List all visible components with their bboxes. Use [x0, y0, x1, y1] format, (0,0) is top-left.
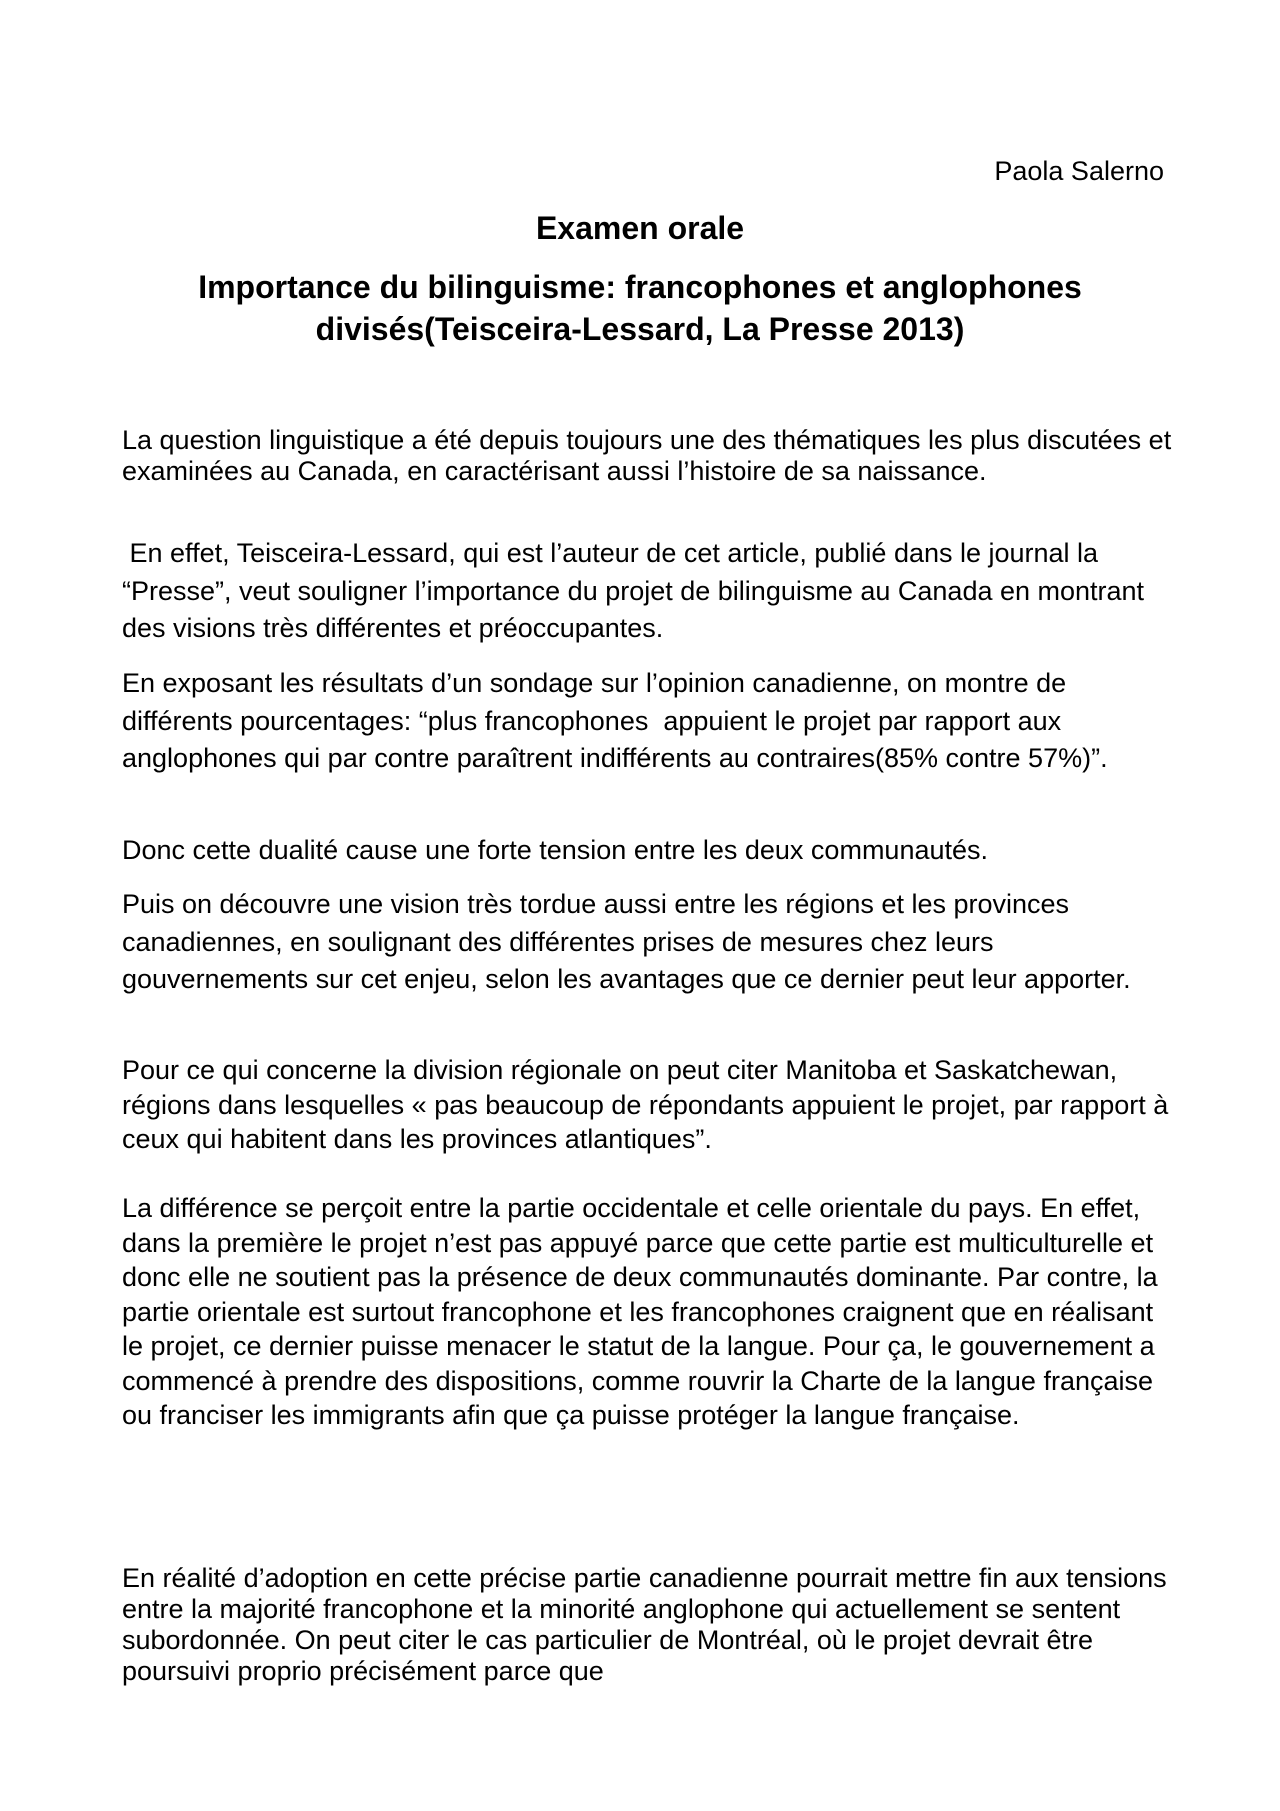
exam-title: Examen orale	[535, 210, 745, 246]
paragraph-6: Pour ce qui concerne la division régionale on peut citer Manitoba et Saskatchewan, régions dans lesquelles « pas beaucoup de répondants appuient le projet, par rapport à ceux qui habitent dans les provinces atlantiques”.	[122, 1055, 1169, 1154]
paragraph-4: Donc cette dualité cause une forte tension entre les deux communautés.	[122, 835, 989, 865]
paragraph-1: La question linguistique a été depuis toujours une des thématiques les plus discutées et examinées au Canada, en caractérisant aussi l’histoire de sa naissance.	[122, 425, 1172, 486]
author-name: Paola Salerno	[994, 156, 1164, 186]
paragraph-2: En effet, Teisceira-Lessard, qui est l’auteur de cet article, publié dans le journal la “Presse”, veut souligner l’importance du projet de bilinguisme au Canada en montrant des visions très différentes et préoccupantes.	[122, 538, 1152, 643]
paragraph-3: En exposant les résultats d’un sondage sur l’opinion canadienne, on montre de différents pourcentages: “plus francophones appuient le projet par rapport aux anglophones qui par contre paraîtrent indifférents au contraires(85% contre 57%)”.	[122, 668, 1108, 773]
article-title-line-2: divisés(Teisceira-Lessard, La Presse 2013)	[315, 311, 965, 347]
article-title-line-1: Importance du bilinguisme: francophones et anglophones	[198, 269, 1082, 305]
paragraph-8: En réalité d’adoption en cette précise partie canadienne pourrait mettre fin aux tensions entre la majorité francophone et la minorité anglophone qui actuellement se sentent subordonnée. On peut citer le cas particulier de Montréal, où le projet devrait être poursuivi proprio précisément parce que	[122, 1563, 1167, 1686]
paragraph-7: La différence se perçoit entre la partie occidentale et celle orientale du pays. En effet, dans la première le projet n’est pas appuyé parce que cette partie est multiculturelle et donc elle ne soutient pas la présence de deux communautés dominante. Par contre, la partie orientale est surtout francophone et les francophones craignent que en réalisant le projet, ce dernier puisse menacer le statut de la langue. Pour ça, le gouvernement a commencé à prendre des dispositions, comme rouvrir la Charte de la langue française ou franciser les immigrants afin que ça puisse protéger la langue française.	[122, 1193, 1158, 1430]
paragraph-5: Puis on découvre une vision très tordue aussi entre les régions et les provinces canadiennes, en soulignant des différentes prises de mesures chez leurs gouvernements sur cet enjeu, selon les avantages que ce dernier peut leur apporter.	[122, 889, 1131, 994]
article-title	[140, 266, 1140, 350]
